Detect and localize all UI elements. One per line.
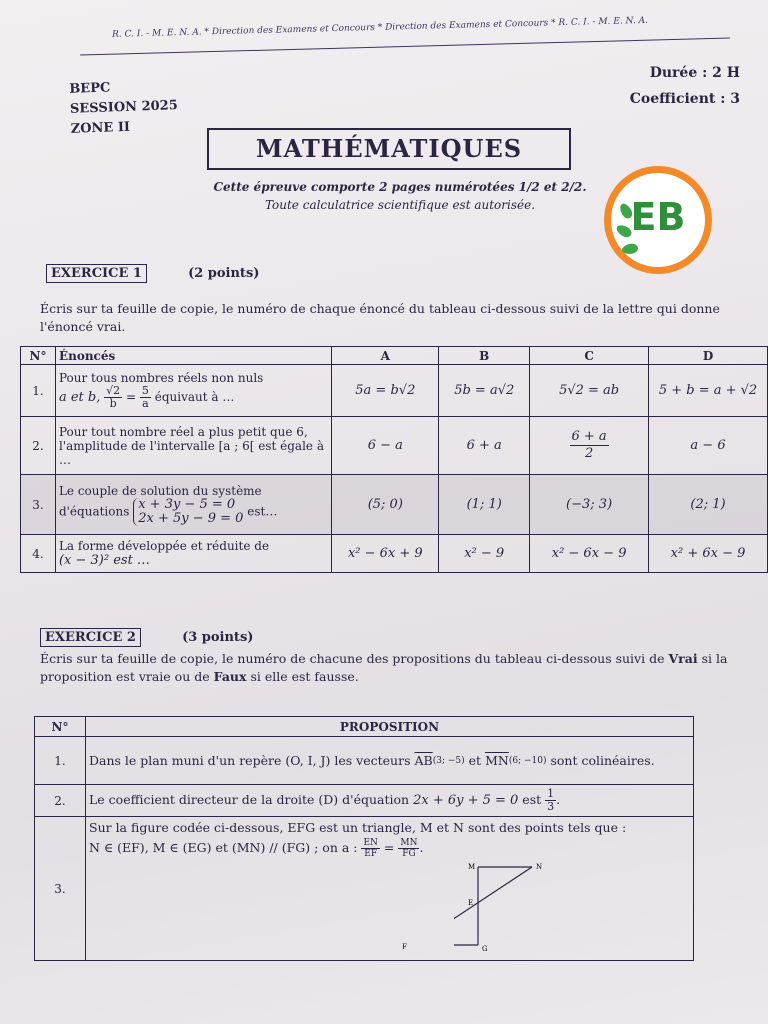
- point-f-marker: [398, 937, 418, 957]
- row-number: 1.: [35, 737, 86, 785]
- exercise1-table: [20, 346, 768, 573]
- numerator: EN: [363, 838, 378, 848]
- denominator: a: [142, 397, 149, 410]
- proposition-part: et: [468, 752, 482, 768]
- denominator: FG: [402, 849, 416, 859]
- table-row: [21, 475, 768, 535]
- vector-mn: $\overline{MN}$: [485, 752, 509, 768]
- point-n-label: N: [536, 863, 543, 871]
- choice-d: (2; 1): [649, 475, 768, 535]
- table-row: [21, 535, 768, 573]
- proposition-text: [86, 817, 694, 961]
- table-row: [21, 365, 768, 417]
- equation-system: [133, 498, 243, 526]
- statement-text: La forme développée et réduite de: [58, 539, 270, 553]
- proposition-part: N ∈ (EF), M ∈ (EG) et (MN) // (FG) ; on a :: [89, 840, 358, 855]
- instruction-text: si la proposition est vraie ou de: [40, 651, 728, 684]
- proposition-part: est: [522, 792, 542, 807]
- fraction: [398, 838, 419, 859]
- numerator: √2: [106, 384, 121, 397]
- zone: ZONE II: [70, 119, 131, 137]
- proposition-formula: [89, 838, 690, 859]
- table-row: [35, 737, 694, 785]
- denominator: 3: [547, 800, 555, 813]
- row-number: 1.: [21, 365, 56, 417]
- choice-b: 5b = a√2: [439, 365, 530, 417]
- col-d: D: [649, 347, 768, 365]
- fraction: [104, 385, 122, 410]
- exercise2-points: (3 points): [182, 630, 254, 645]
- table-header-row: [35, 717, 694, 737]
- choice-b: (1; 1): [439, 475, 530, 535]
- statement-text: d'équations: [58, 504, 130, 518]
- coord-y: −5: [447, 755, 462, 766]
- row-number: 3.: [21, 475, 56, 535]
- statement-formula: [59, 385, 328, 410]
- statement-text: équivaut à …: [154, 390, 235, 404]
- row-statement: [55, 475, 331, 535]
- choice-c: 5√2 = ab: [530, 365, 649, 417]
- numerator: 1: [547, 787, 555, 800]
- intro-calculator: Toute calculatrice scientifique est autorisée.: [264, 198, 536, 212]
- table-header-row: [21, 347, 768, 365]
- coord-x: 3: [436, 755, 442, 766]
- coefficient: Coefficient : 3: [629, 91, 740, 107]
- col-a: A: [332, 347, 439, 365]
- col-b: B: [439, 347, 530, 365]
- statement-text: a et b,: [58, 390, 101, 405]
- point-f-label: F: [402, 943, 407, 951]
- vector-coords: (6; −10): [508, 755, 547, 766]
- exam-intro: [190, 178, 610, 214]
- point-e-label: E: [468, 899, 474, 907]
- equation-2: 2x + 5y − 9 = 0: [138, 510, 244, 526]
- instruction-text: Écris sur ta feuille de copie, le numéro de chacune des propositions du tableau ci-dessous suivi de: [40, 651, 665, 666]
- duration: Durée : 2 H: [649, 65, 740, 81]
- equals-sign: =: [126, 390, 137, 404]
- choice-a: (5; 0): [332, 475, 439, 535]
- proposition-text: [86, 785, 694, 817]
- col-number: N°: [21, 347, 56, 365]
- instruction-text: si elle est fausse.: [250, 669, 359, 684]
- proposition-part: Dans le plan muni d'un repère (O, I, J) les vecteurs: [89, 752, 411, 768]
- table-row: [35, 785, 694, 817]
- exercise2-heading: [40, 626, 253, 645]
- session: SESSION 2025: [69, 98, 179, 117]
- exam-info: [69, 76, 179, 140]
- proposition-part: Le coefficient directeur de la droite (D) d'équation: [89, 792, 410, 807]
- col-proposition: PROPOSITION: [86, 717, 694, 737]
- col-number: N°: [35, 717, 86, 737]
- proposition-part: .: [556, 792, 561, 807]
- table-row: [21, 417, 768, 475]
- logo-letters: EB: [630, 195, 686, 239]
- statement-text: Pour tous nombres réels non nuls: [58, 371, 264, 385]
- intro-pages: Cette épreuve comporte 2 pages numérotées 1/2 et 2/2.: [213, 180, 587, 194]
- subject-title: MATHÉMATIQUES: [207, 128, 571, 170]
- logo-inner: [611, 173, 705, 267]
- leaf-icon: [621, 243, 638, 256]
- table-row: [35, 817, 694, 961]
- ministry-banner: R. C. I. - M. E. N. A. * Direction des Examens et Concours * Direction des Examens et Concours * R. C. I. - M. E. N. A.: [111, 15, 649, 40]
- point-g-label: G: [482, 945, 488, 953]
- statement-text: est…: [247, 504, 278, 518]
- numerator: 5: [141, 384, 149, 397]
- point-m-label: M: [468, 863, 476, 871]
- vector-ab: $\overline{AB}$: [414, 752, 433, 768]
- choice-c: [530, 417, 649, 475]
- equals-sign: =: [383, 840, 395, 855]
- coord-y: −10: [523, 755, 543, 766]
- watermark-logo: [604, 166, 712, 274]
- choice-d: 5 + b = a + √2: [649, 365, 768, 417]
- segment-nf: [454, 867, 532, 945]
- row-statement: [55, 365, 331, 417]
- header-rule: [80, 37, 730, 55]
- coord-x: 6: [512, 755, 519, 766]
- denominator: EF: [364, 849, 378, 859]
- line-equation: 2x + 6y + 5 = 0: [413, 793, 519, 808]
- proposition-part: sont colinéaires.: [550, 752, 655, 768]
- fraction: [570, 429, 609, 462]
- choice-d: a − 6: [649, 417, 768, 475]
- row-statement: Pour tout nombre réel a plus petit que 6, l'amplitude de l'intervalle [a ; 6[ est égale à …: [55, 417, 331, 475]
- choice-b: x² − 9: [439, 535, 530, 573]
- numerator: 6 + a: [571, 429, 607, 444]
- row-number: 2.: [35, 785, 86, 817]
- exercise2-label: EXERCICE 2: [40, 628, 141, 647]
- fraction: [140, 385, 151, 410]
- exercise1-points: (2 points): [188, 266, 260, 281]
- choice-a: 6 − a: [332, 417, 439, 475]
- keyword-faux: Faux: [213, 669, 247, 684]
- keyword-vrai: Vrai: [668, 651, 698, 666]
- row-number: 3.: [35, 817, 86, 961]
- exercise1-heading: [46, 262, 259, 281]
- choice-c: x² − 6x − 9: [530, 535, 649, 573]
- statement-formula: [59, 498, 328, 526]
- statement-text: Le couple de solution du système: [58, 483, 262, 498]
- choice-c: (−3; 3): [530, 475, 649, 535]
- exercise2-instruction: [40, 650, 764, 686]
- proposition-text: [86, 737, 694, 785]
- proposition-part: .: [419, 840, 424, 855]
- row-number: 4.: [21, 535, 56, 573]
- fraction: [545, 788, 556, 813]
- exam-meta: [628, 60, 740, 112]
- col-enonces: Énoncés: [55, 347, 331, 365]
- statement-text: (x − 3)² est …: [58, 553, 150, 568]
- triangle-figure: [454, 863, 594, 953]
- row-number: 2.: [21, 417, 56, 475]
- choice-b: 6 + a: [439, 417, 530, 475]
- denominator: 2: [584, 446, 594, 461]
- vector-coords: (3; −5): [432, 755, 465, 766]
- proposition-part: Sur la figure codée ci-dessous, EFG est un triangle, M et N sont des points tels que :: [89, 820, 627, 835]
- equation-1: x + 3y − 5 = 0: [138, 496, 236, 512]
- col-c: C: [530, 347, 649, 365]
- exercise1-instruction: Écris sur ta feuille de copie, le numéro de chaque énoncé du tableau ci-dessous suivi de la lettre qui donne l'énoncé vrai.: [40, 301, 720, 334]
- exercise1-label: EXERCICE 1: [46, 264, 147, 283]
- choice-a: x² − 6x + 9: [332, 535, 439, 573]
- exercise2-table: [34, 716, 694, 961]
- denominator: b: [109, 397, 117, 410]
- choice-d: x² + 6x − 9: [649, 535, 768, 573]
- choice-a: 5a = b√2: [332, 365, 439, 417]
- numerator: MN: [400, 838, 418, 848]
- row-statement: [55, 535, 331, 573]
- exam-name: BEPC: [69, 80, 111, 97]
- fraction: [361, 838, 379, 859]
